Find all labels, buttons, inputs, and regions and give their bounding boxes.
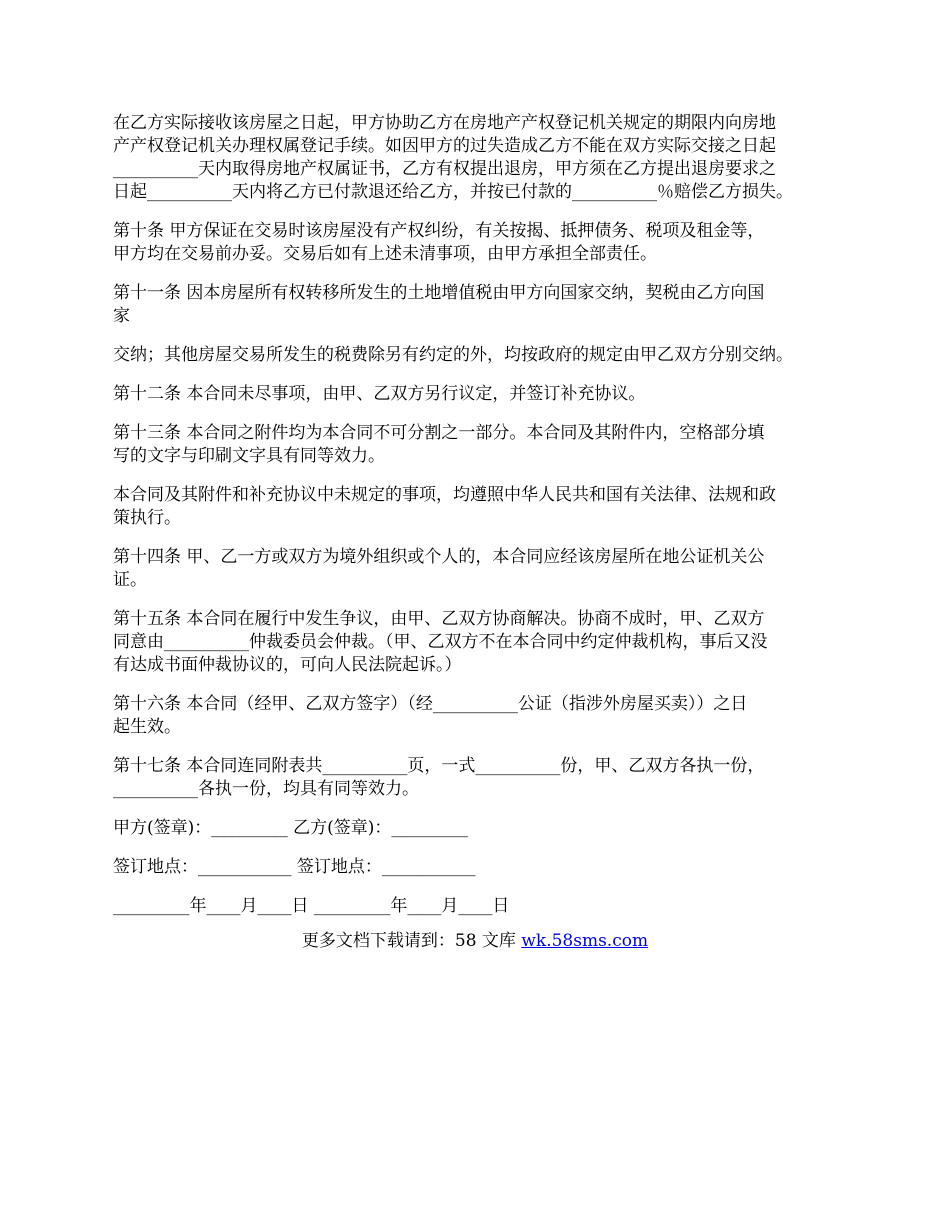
- footer-text: 更多文档下载请到：58 文库: [301, 931, 522, 951]
- text-line: 第十六条 本合同（经甲、乙双方签字）（经__________公证（指涉外房屋买卖））之日: [113, 694, 748, 714]
- text-line: 第十四条 甲、乙一方或双方为境外组织或个人的，本合同应经该房屋所在地公证机关公: [113, 547, 765, 567]
- party-a-signature: 甲方(签章)：_________: [113, 818, 288, 838]
- text-line: 策执行。: [113, 508, 181, 528]
- text-line: 第十一条 因本房屋所有权转移所发生的土地增值税由甲方向国家交纳，契税由乙方向国: [113, 283, 765, 303]
- party-b-place: 签订地点：___________: [296, 857, 476, 877]
- clause-14: [113, 546, 858, 592]
- party-a-place: 签订地点：___________: [113, 857, 292, 877]
- text-line: 第十五条 本合同在履行中发生争议，由甲、乙双方协商解决。协商不成时，甲、乙双方: [113, 609, 765, 629]
- text-line: __________各执一份，均具有同等效力。: [113, 779, 419, 799]
- date-row: [113, 895, 858, 918]
- footer-link[interactable]: wk.58sms.com: [521, 931, 649, 951]
- clause-15: [113, 608, 858, 677]
- text-line: 产产权登记机关办理权属登记手续。如因甲方的过失造成乙方不能在双方实际交接之日起: [113, 136, 776, 156]
- text-line: 在乙方实际接收该房屋之日起，甲方协助乙方在房地产产权登记机关规定的期限内向房地: [113, 113, 776, 133]
- text-line: 甲方均在交易前办妥。交易后如有上述未清事项，由甲方承担全部责任。: [113, 244, 657, 264]
- clause-17: [113, 755, 858, 801]
- text-line: 起生效。: [113, 717, 181, 737]
- party-b-signature: 乙方(签章)：_________: [293, 818, 468, 838]
- clause-12: [113, 383, 858, 406]
- clause-11-continued: [113, 344, 858, 367]
- clause-13-supplement: [113, 484, 858, 530]
- text-line: 第十二条 本合同未尽事项，由甲、乙双方另行议定，并签订补充协议。: [113, 384, 646, 404]
- text-line: 日起__________天内将乙方已付款退还给乙方，并按已付款的__________％赔偿乙方损失。: [113, 182, 793, 202]
- document-body: [113, 112, 858, 934]
- text-line: 第十七条 本合同连同附表共__________页，一式__________份，甲、乙双方各执一份，: [113, 756, 765, 776]
- clause-16: [113, 693, 858, 739]
- text-line: 交纳；其他房屋交易所发生的税费除另有约定的外，均按政府的规定由甲乙双方分别交纳。: [113, 345, 793, 365]
- place-row: [113, 856, 858, 879]
- paragraph-registration: [113, 112, 858, 204]
- text-line: 第十三条 本合同之附件均为本合同不可分割之一部分。本合同及其附件内，空格部分填: [113, 423, 765, 443]
- clause-13: [113, 422, 858, 468]
- clause-11: [113, 282, 858, 328]
- text-line: 第十条 甲方保证在交易时该房屋没有产权纠纷，有关按揭、抵押债务、税项及租金等，: [113, 221, 765, 241]
- party-a-date: _________年____月____日: [113, 896, 309, 916]
- party-b-date: _________年____月____日: [313, 896, 510, 916]
- text-line: 写的文字与印刷文字具有同等效力。: [113, 446, 385, 466]
- text-line: 有达成书面仲裁协议的，可向人民法院起诉。）: [113, 655, 462, 675]
- text-line: 同意由__________仲裁委员会仲裁。（甲、乙双方不在本合同中约定仲裁机构，事后又没: [113, 632, 768, 652]
- signature-row: [113, 817, 858, 840]
- text-line: __________天内取得房地产权属证书，乙方有权提出退房，甲方须在乙方提出退房要求之: [113, 159, 776, 179]
- text-line: 证。: [113, 570, 147, 590]
- clause-10: [113, 220, 858, 266]
- footer: [0, 930, 950, 953]
- text-line: 本合同及其附件和补充协议中未规定的事项，均遵照中华人民共和国有关法律、法规和政: [113, 485, 776, 505]
- text-line: 家: [113, 306, 130, 326]
